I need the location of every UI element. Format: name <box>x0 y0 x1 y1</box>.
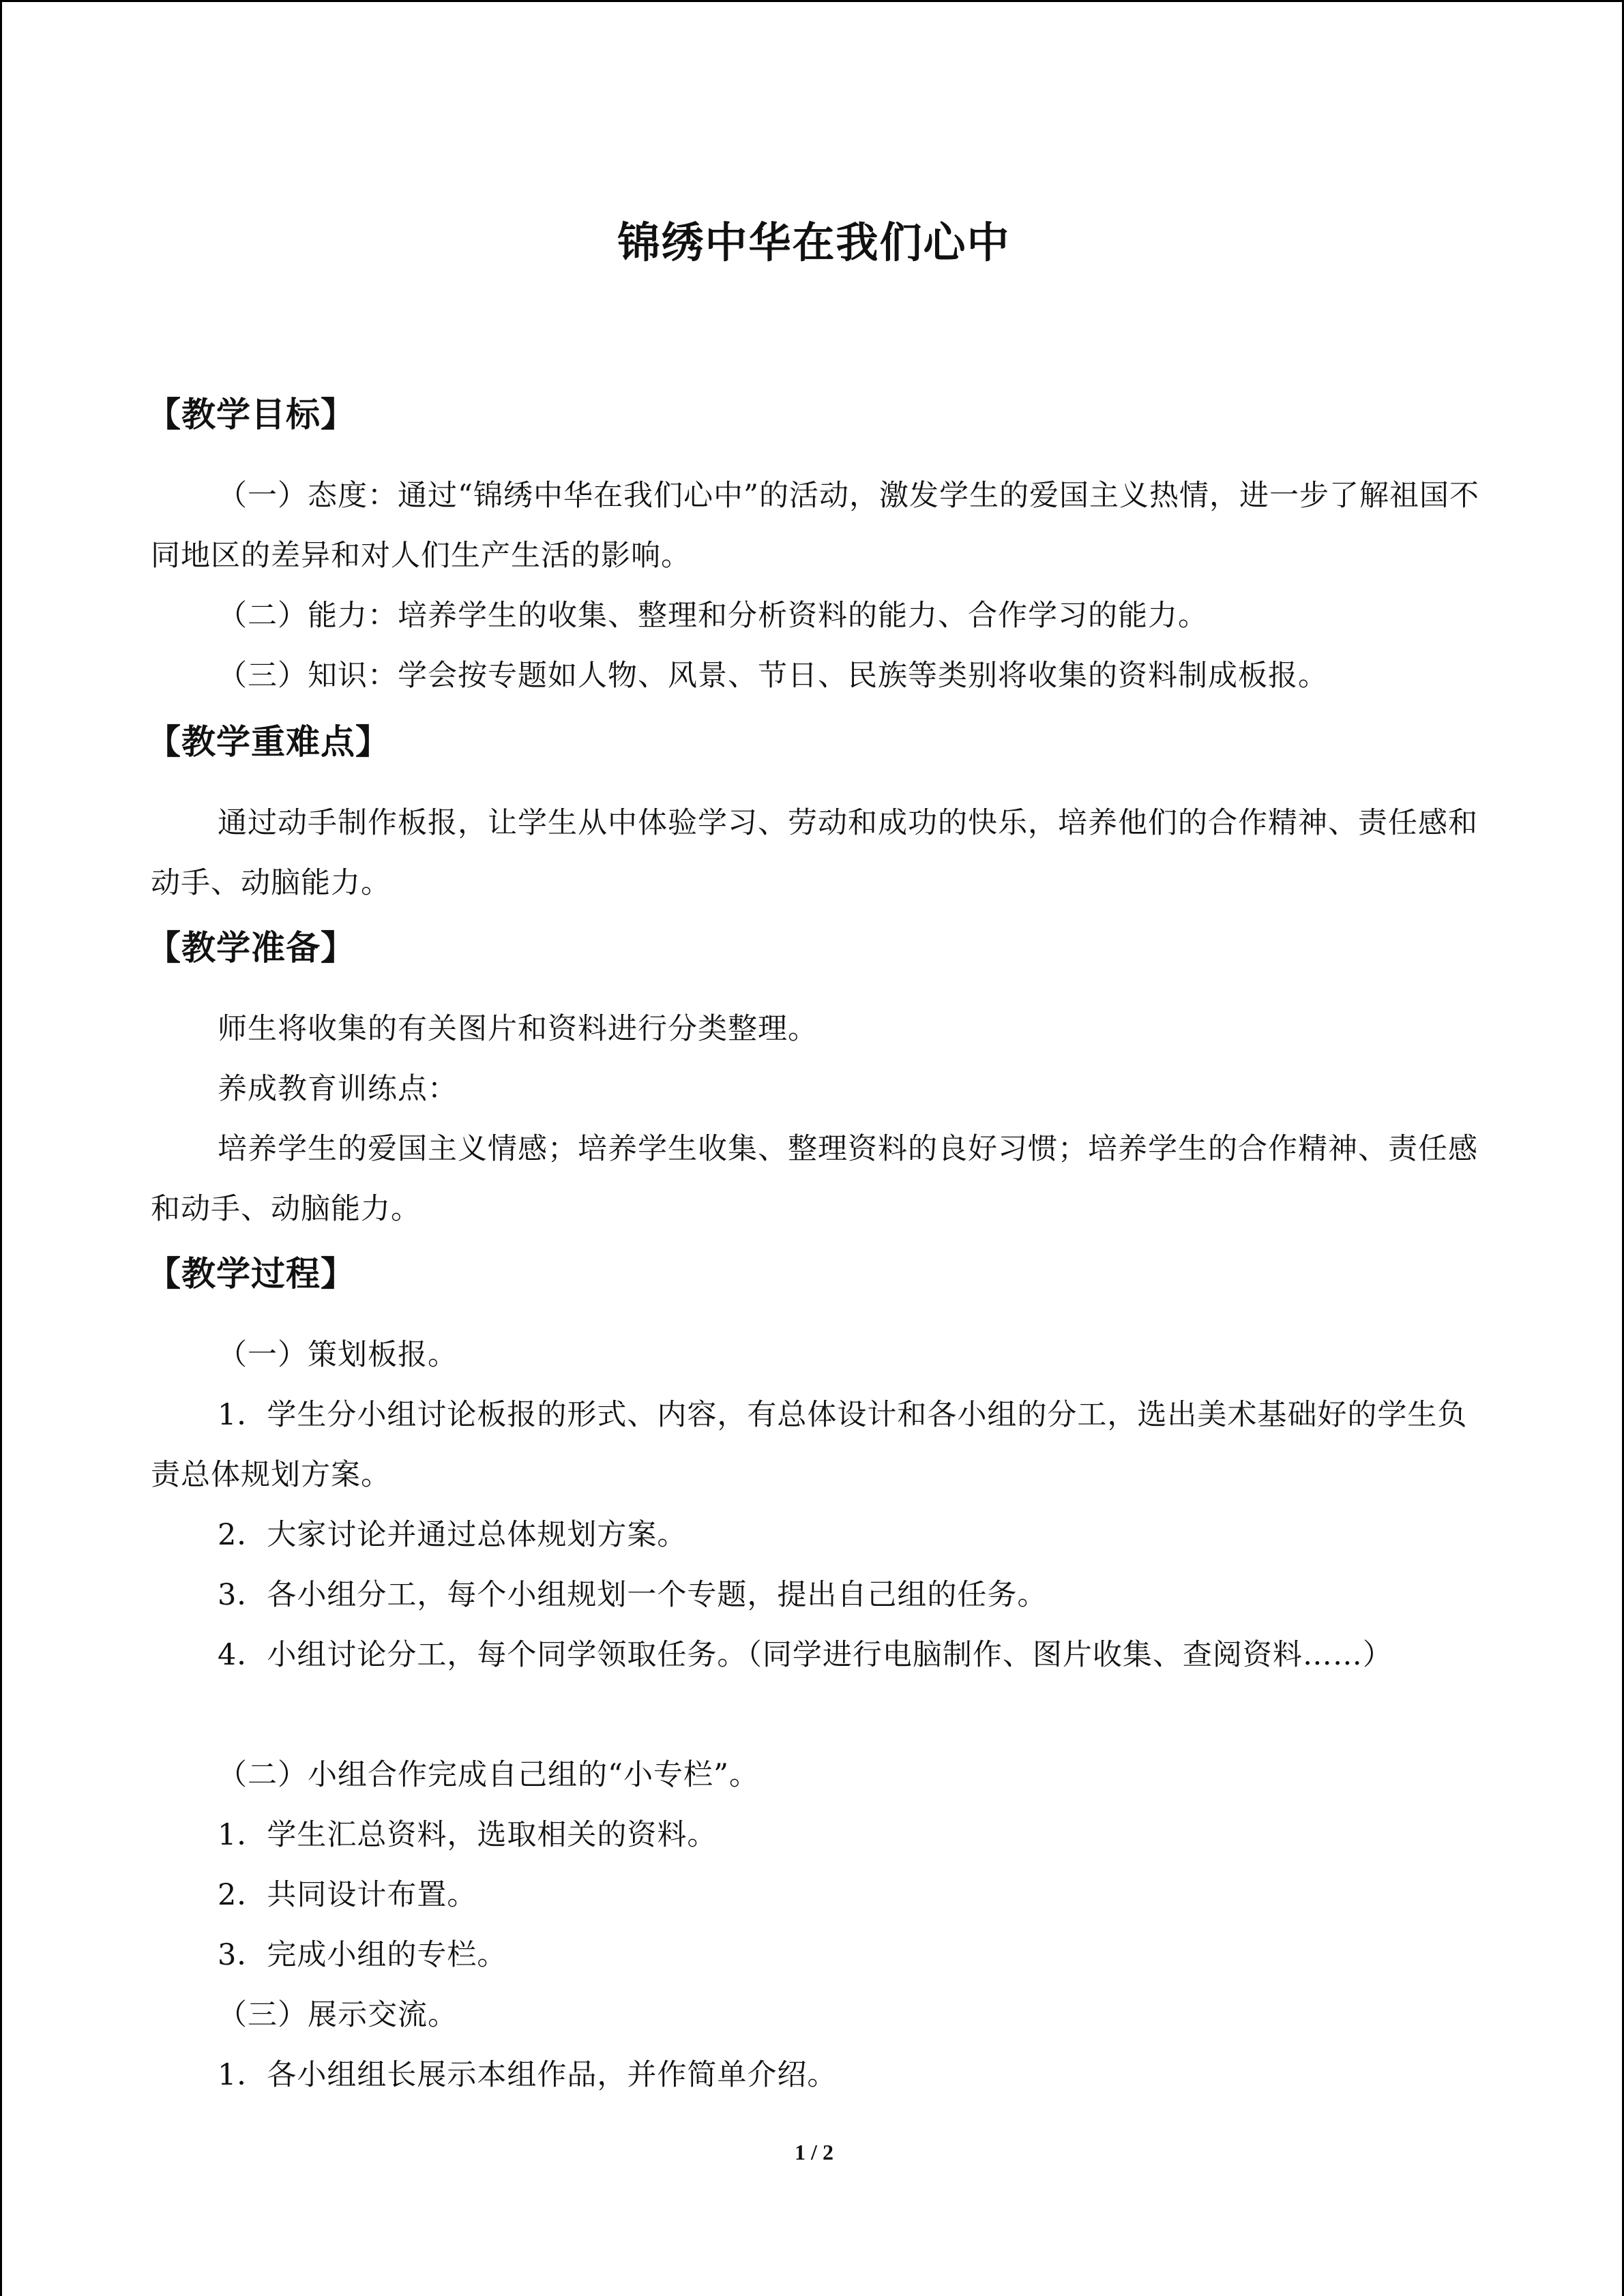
paragraph-preparation-training-label: 养成教育训练点： <box>218 1072 458 1106</box>
paragraph-process-item: 2．共同设计布置。 <box>218 1878 477 1912</box>
paragraph-preparation-materials: 师生将收集的有关图片和资料进行分类整理。 <box>218 1012 818 1046</box>
paragraph-process-step-2: （二）小组合作完成自己组的“小专栏”。 <box>218 1758 759 1792</box>
paragraph-key-points: 通过动手制作板报，让学生从中体验学习、劳动和成功的快乐，培养他们的合作精神、责任感和动手、动脑能力。 <box>151 806 1478 900</box>
paragraph-process-item: 3．完成小组的专栏。 <box>218 1938 507 1972</box>
section-heading-preparation: 【教学准备】 <box>147 928 355 968</box>
paragraph-process-item: 1．各小组组长展示本组作品，并作简单介绍。 <box>218 2058 838 2092</box>
paragraph-process-step-1: （一）策划板报。 <box>218 1338 458 1372</box>
section-heading-process: 【教学过程】 <box>147 1254 355 1294</box>
paragraph-process-item: 4．小组讨论分工，每个同学领取任务。（同学进行电脑制作、图片收集、查阅资料……） <box>218 1638 1393 1672</box>
paragraph-process-item: 1．学生汇总资料，选取相关的资料。 <box>218 1818 718 1852</box>
paragraph-process-item: 2．大家讨论并通过总体规划方案。 <box>218 1518 688 1552</box>
paragraph-process-item: 3．各小组分工，每个小组规划一个专题，提出自己组的任务。 <box>218 1578 1048 1612</box>
paragraph-process-step-3: （三）展示交流。 <box>218 1998 458 2032</box>
paragraph-objectives-ability: （二）能力：培养学生的收集、整理和分析资料的能力、合作学习的能力。 <box>218 599 1208 633</box>
paragraph-preparation-training-content: 培养学生的爱国主义情感；培养学生收集、整理资料的良好习惯；培养学生的合作精神、责任感和动手、动脑能力。 <box>151 1132 1478 1226</box>
paragraph-objectives-knowledge: （三）知识：学会按专题如人物、风景、节日、民族等类别将收集的资料制成板报。 <box>218 659 1328 693</box>
paragraph-objectives-attitude: （一）态度：通过“锦绣中华在我们心中”的活动，激发学生的爱国主义热情，进一步了解祖国不同地区的差异和对人们生产生活的影响。 <box>151 479 1479 573</box>
document-title: 锦绣中华在我们心中 <box>617 218 1011 267</box>
section-heading-objectives: 【教学目标】 <box>147 395 355 434</box>
paragraph-process-item: 1．学生分小组讨论板报的形式、内容，有总体设计和各小组的分工，选出美术基础好的学生负责总体规划方案。 <box>151 1398 1468 1492</box>
page-number: 1 / 2 <box>795 2140 833 2164</box>
section-heading-key-points: 【教学重难点】 <box>147 722 390 762</box>
